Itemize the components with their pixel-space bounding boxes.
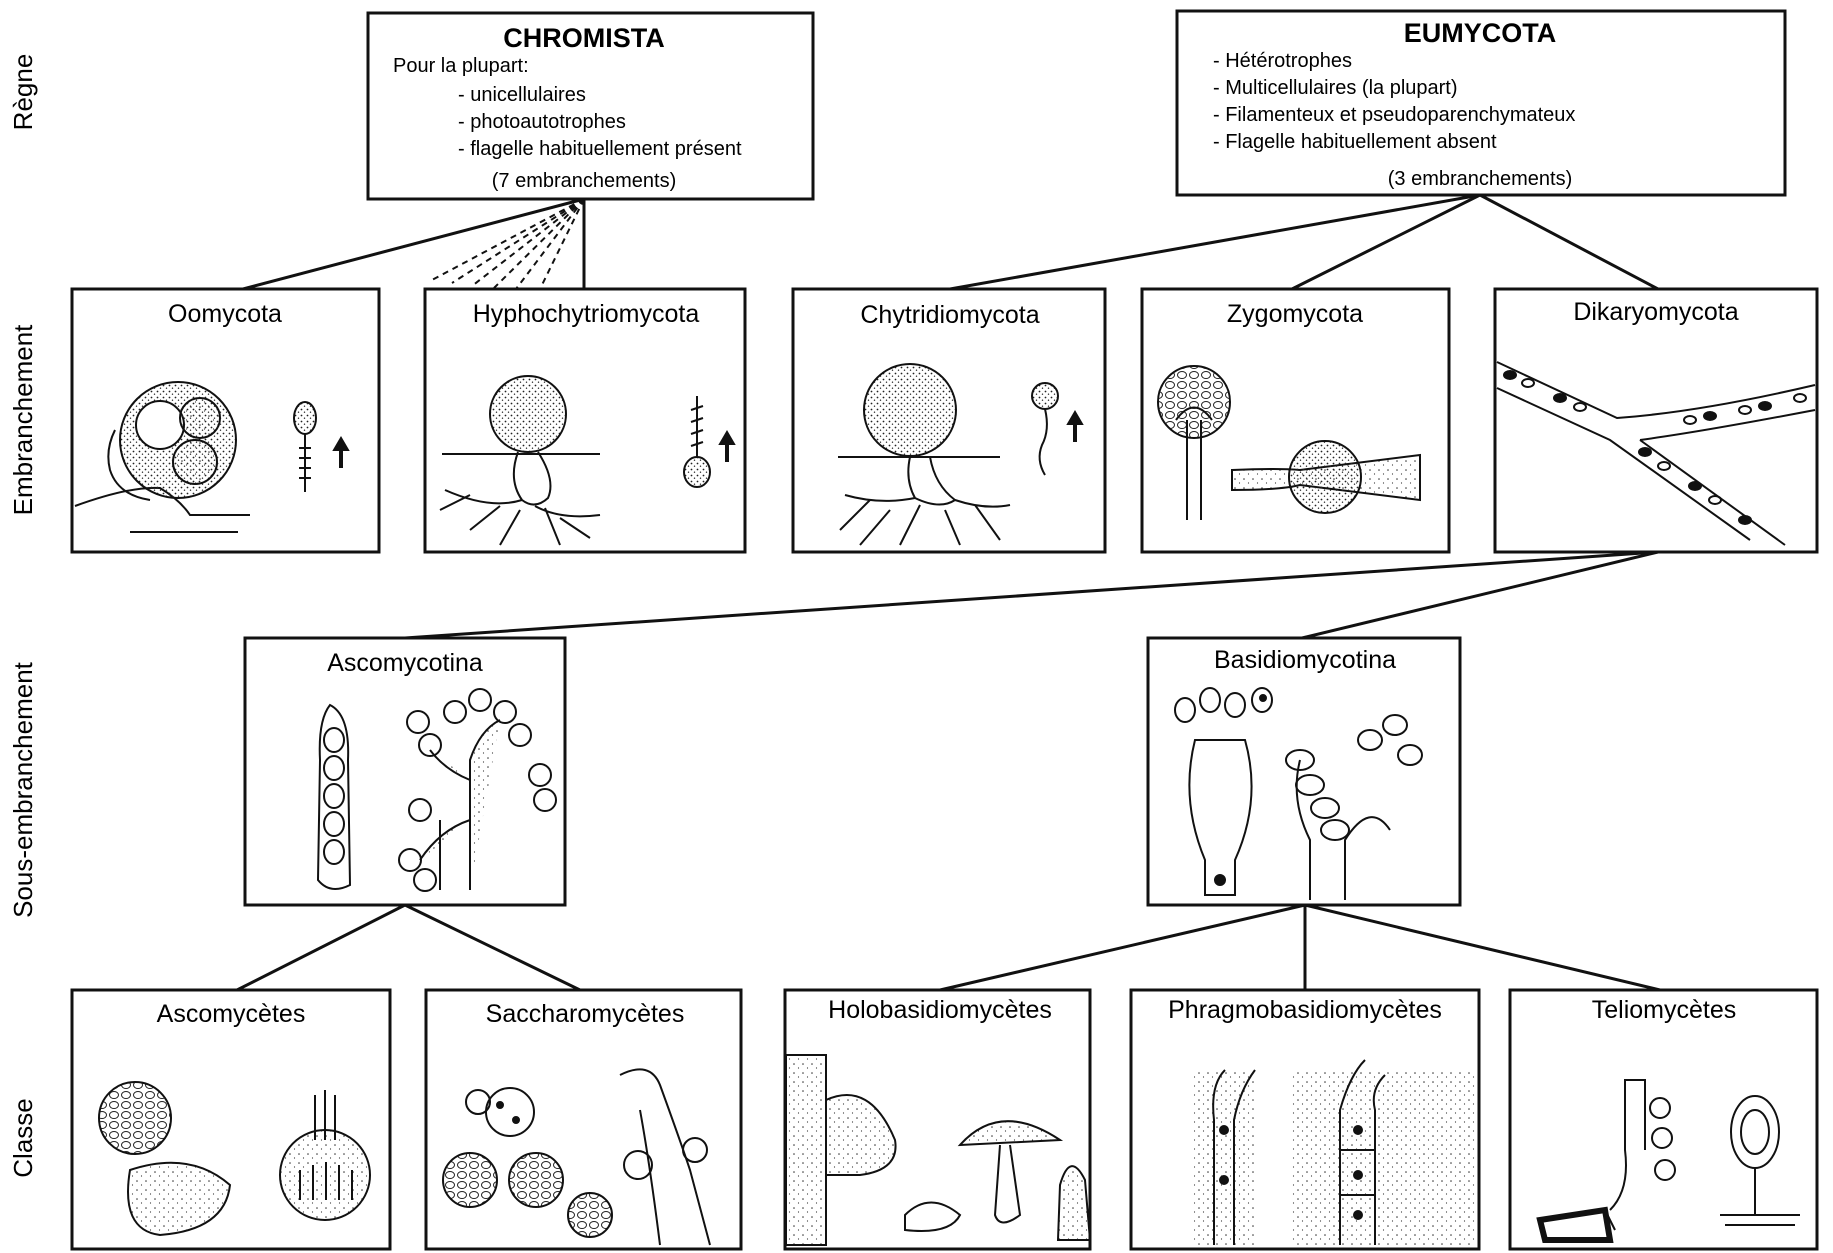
eumycota-trait: - Flagelle habituellement absent	[1213, 131, 1497, 153]
row-label-regne: Règne	[8, 53, 38, 131]
eumycota-trait: - Filamenteux et pseudoparenchymateux	[1213, 104, 1576, 126]
chromista-trait: - photoautotrophes	[458, 111, 626, 133]
kingdom-chromista	[368, 13, 813, 199]
class-label: Saccharomycètes	[485, 1000, 685, 1028]
subphylum-label: Basidiomycotina	[1213, 646, 1397, 674]
eumycota-count: (3 embranchements)	[1387, 168, 1573, 190]
class-ascomycetes	[72, 990, 390, 1249]
row-label-classe: Classe	[8, 1098, 38, 1178]
kingdom-eumycota	[1177, 11, 1785, 195]
chromista-trait: - unicellulaires	[458, 84, 586, 106]
class-holobasidiomycetes	[785, 990, 1090, 1249]
phylum-zygomycota	[1142, 289, 1449, 552]
chromista-trait: - flagelle habituellement présent	[458, 138, 742, 160]
eumycota-trait: - Hétérotrophes	[1213, 50, 1352, 72]
phylum-label: Zygomycota	[1226, 300, 1364, 328]
phylum-chytridiomycota	[793, 289, 1105, 552]
class-label: Teliomycètes	[1591, 996, 1737, 1024]
class-label: Ascomycètes	[156, 1000, 306, 1028]
row-label-embranchement: Embranchement	[8, 324, 38, 516]
row-labels	[8, 54, 38, 1178]
phylum-label: Hyphochytriomycota	[472, 300, 700, 328]
chromista-count: (7 embranchements)	[491, 170, 677, 192]
chromista-intro: Pour la plupart:	[393, 55, 529, 77]
phylum-label: Oomycota	[168, 300, 282, 328]
septate-basidia-illustration	[1194, 1060, 1475, 1245]
eumycota-trait: - Multicellulaires (la plupart)	[1213, 77, 1458, 99]
phylum-label: Dikaryomycota	[1573, 298, 1739, 326]
subphylum-basidiomycotina	[1148, 638, 1460, 905]
class-saccharomycetes	[426, 990, 741, 1249]
chromista-title: CHROMISTA	[503, 23, 665, 53]
class-teliomycetes	[1510, 990, 1817, 1249]
eumycota-title: EUMYCOTA	[1403, 18, 1557, 48]
class-phragmobasidiomycetes	[1131, 990, 1479, 1249]
class-label: Holobasidiomycètes	[828, 996, 1052, 1024]
row-label-sous-embranchement: Sous-embranchement	[8, 662, 38, 918]
phylum-dikaryomycota	[1495, 289, 1817, 552]
phylum-hyphochytriomycota	[425, 289, 745, 552]
class-label: Phragmobasidiomycètes	[1168, 996, 1442, 1024]
phylum-label: Chytridiomycota	[860, 301, 1040, 329]
subphylum-label: Ascomycotina	[327, 649, 483, 677]
subphylum-ascomycotina	[245, 638, 565, 905]
phylum-oomycota	[72, 289, 379, 552]
